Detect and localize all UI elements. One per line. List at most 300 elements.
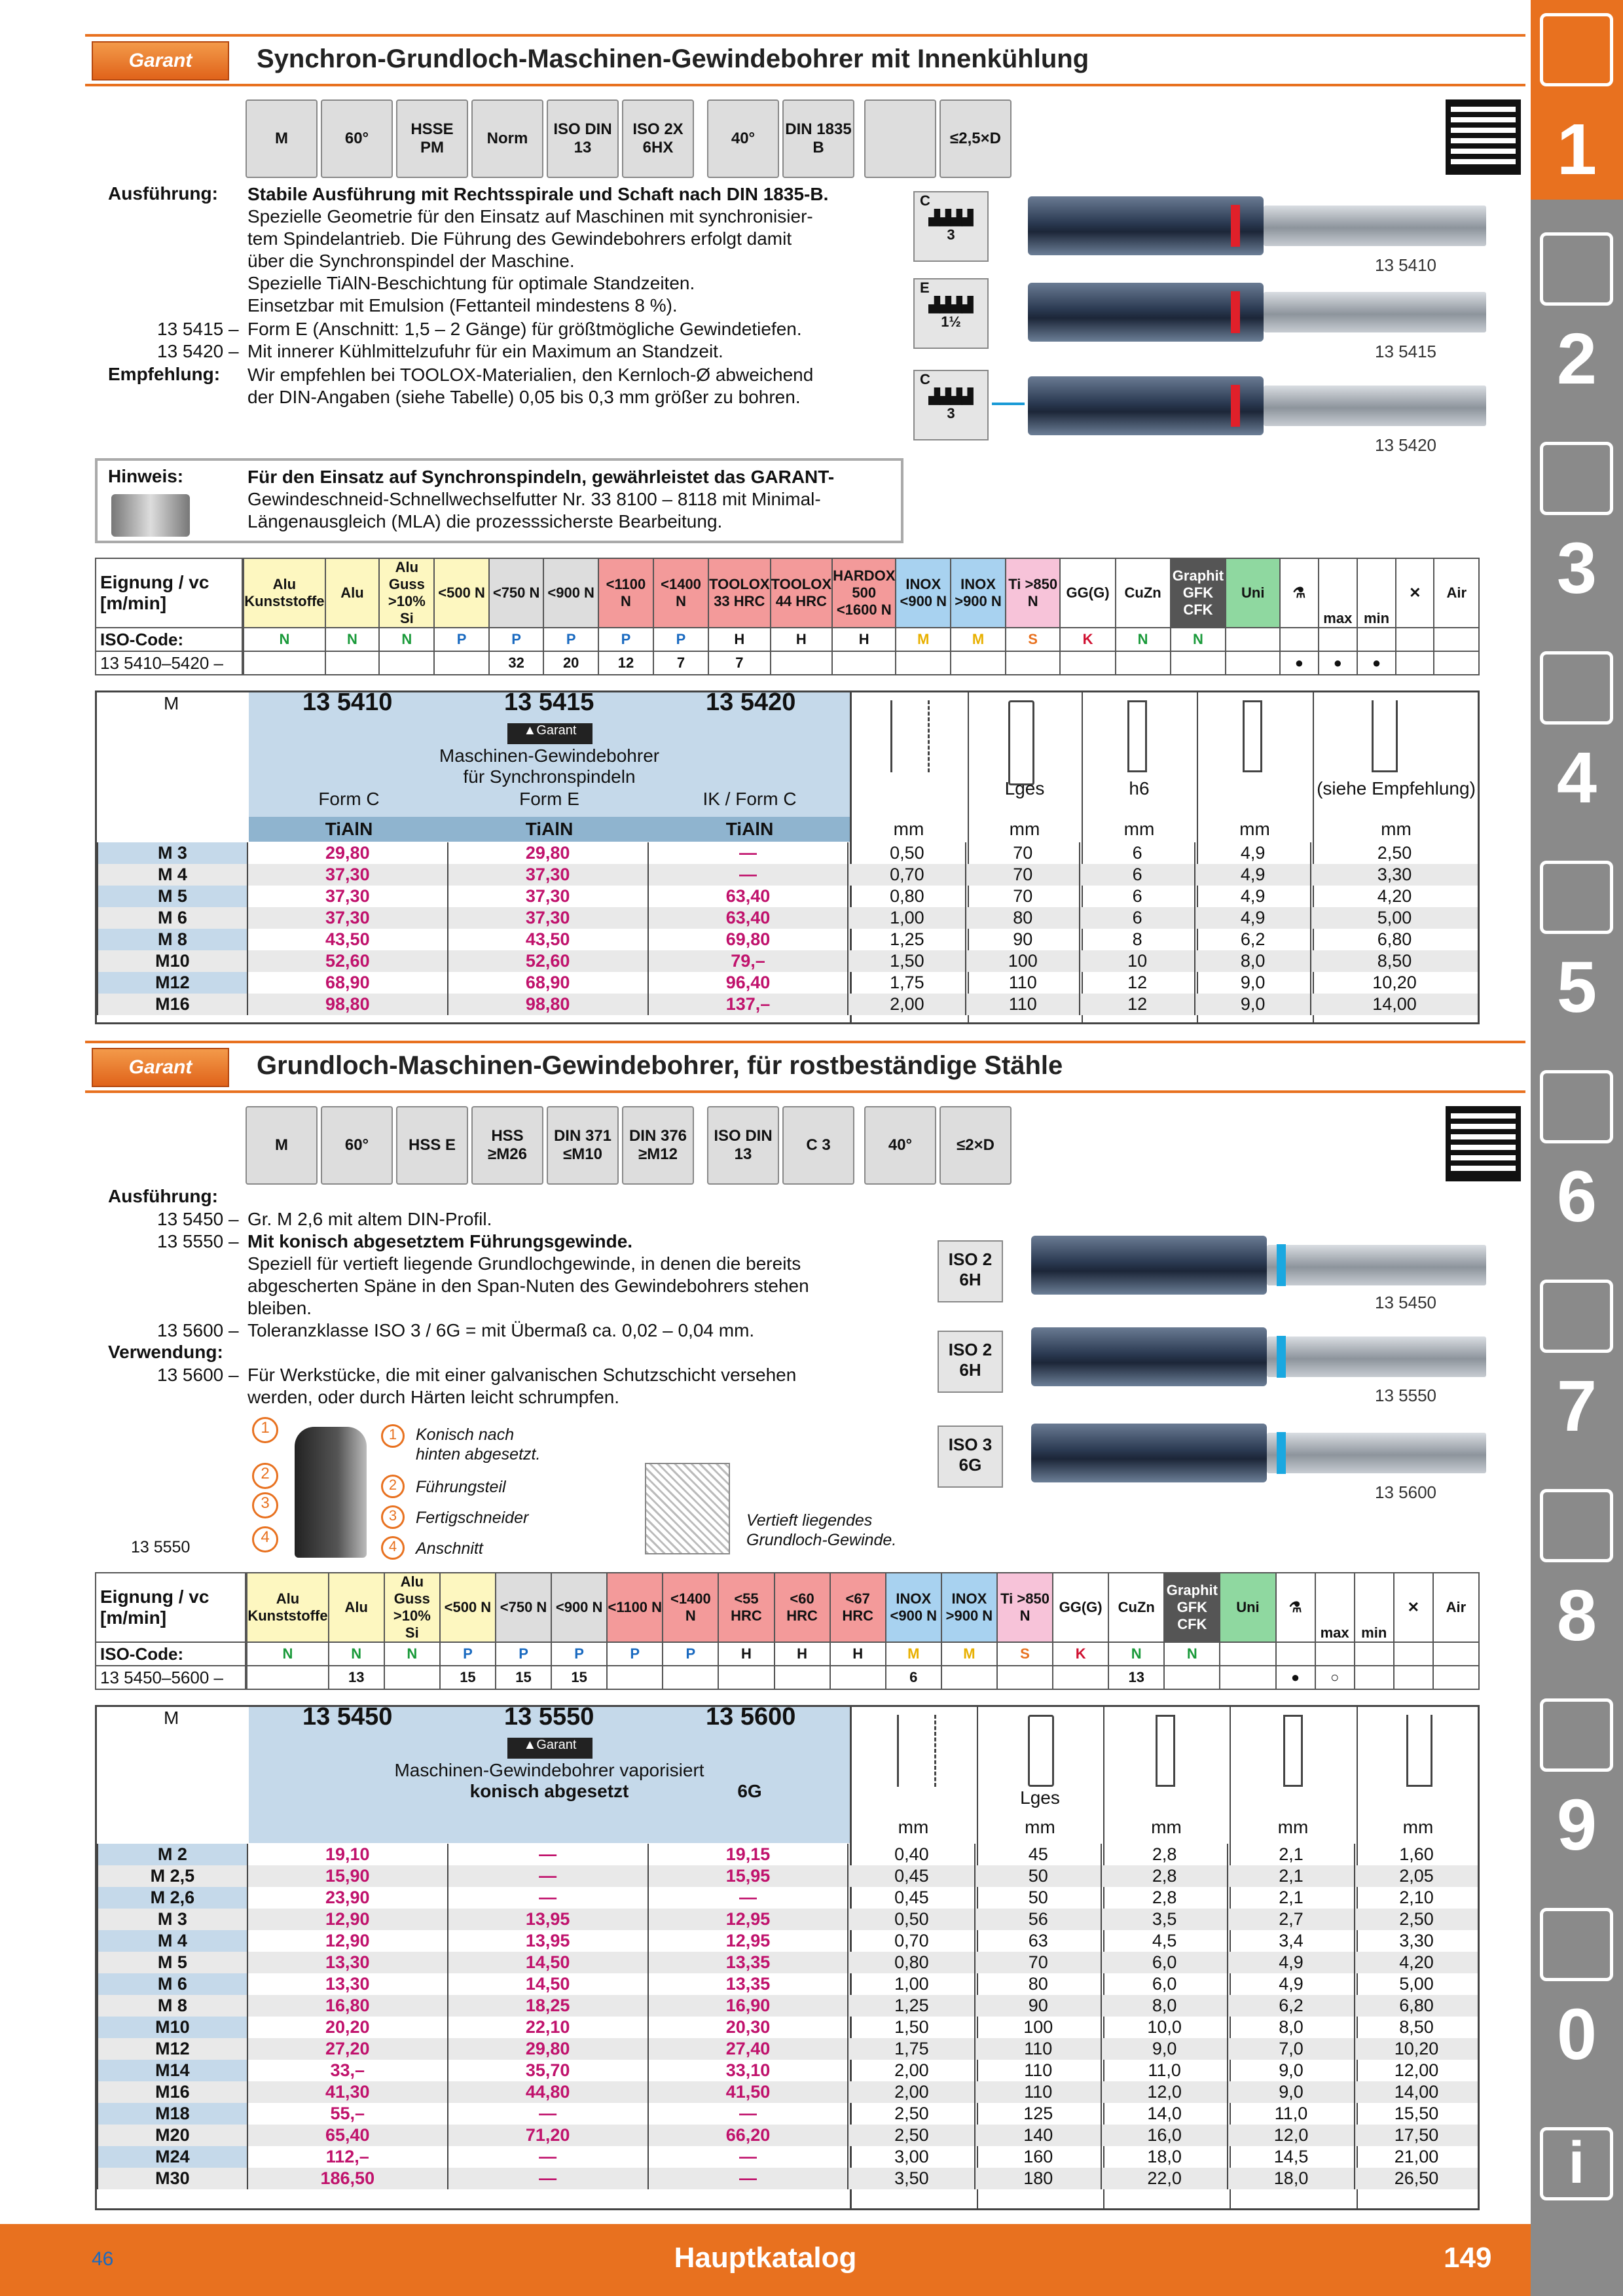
chapter-number[interactable]: 1 bbox=[1556, 109, 1597, 190]
spec-cell: 6 bbox=[1080, 842, 1195, 864]
iso-cell bbox=[1433, 1642, 1479, 1666]
tap-shank bbox=[1267, 1336, 1486, 1377]
vc-cell bbox=[1164, 1666, 1220, 1689]
unit: mm bbox=[898, 1817, 929, 1837]
spec-cell: 2,00 bbox=[848, 2060, 975, 2081]
spec-cell: 70 bbox=[966, 864, 1080, 886]
coating: TiAlN bbox=[525, 819, 574, 839]
spec-cell: 110 bbox=[975, 2081, 1101, 2103]
m-header: M bbox=[164, 1708, 179, 1728]
col-head: <900 N bbox=[551, 1573, 607, 1642]
insert-icon bbox=[1540, 232, 1613, 306]
spec-cell: 16,0 bbox=[1101, 2125, 1228, 2146]
iso-cell: P bbox=[551, 1642, 607, 1666]
chapter-number[interactable]: 8 bbox=[1556, 1575, 1597, 1656]
price-cell: 12,90 bbox=[247, 1930, 448, 1952]
col-head: <1400 N bbox=[653, 558, 708, 628]
chapter-number[interactable]: 5 bbox=[1556, 947, 1597, 1028]
unit: mm bbox=[1123, 819, 1155, 839]
thread-size: M12 bbox=[98, 972, 247, 994]
qr-code-icon[interactable] bbox=[1446, 99, 1521, 175]
table-desc: Maschinen-Gewindebohrer bbox=[439, 745, 660, 766]
article-ref: 13 5415 – bbox=[157, 319, 239, 339]
vc-cell bbox=[718, 1666, 774, 1689]
thread-size: M 8 bbox=[98, 929, 247, 950]
thread-size: M 5 bbox=[98, 886, 247, 907]
spec-cell: 2,50 bbox=[1355, 1909, 1478, 1930]
price-cell: 19,10 bbox=[247, 1844, 448, 1865]
iso-cell: N bbox=[243, 628, 325, 651]
col-head-empf: (siehe Empfehlung) bbox=[1317, 778, 1476, 798]
col-head: min bbox=[1357, 558, 1396, 628]
article-ref: 13 5600 – bbox=[157, 1320, 239, 1340]
section-rule bbox=[85, 1041, 1525, 1043]
table-row bbox=[98, 1909, 1478, 1930]
iso-class-box: ISO 2 6H bbox=[938, 1331, 1003, 1393]
pitch-icon bbox=[890, 700, 930, 772]
table-row bbox=[98, 2168, 1478, 2189]
spec-cell: 14,00 bbox=[1355, 2081, 1478, 2103]
thread-size: M18 bbox=[98, 2103, 247, 2125]
price-cell: 14,50 bbox=[448, 1952, 648, 1973]
spec-cell: 15,50 bbox=[1355, 2103, 1478, 2125]
iso-cell bbox=[1355, 1642, 1394, 1666]
iso-cell: N bbox=[325, 628, 380, 651]
price-cell: 66,20 bbox=[648, 2125, 848, 2146]
unit: mm bbox=[893, 819, 924, 839]
unit: mm bbox=[1025, 1817, 1055, 1837]
spec-cell: 0,50 bbox=[848, 842, 966, 864]
vc-cell bbox=[830, 1666, 886, 1689]
iso-label: ISO-Code: bbox=[96, 1642, 246, 1666]
iso-cell: H bbox=[775, 1642, 830, 1666]
vc-cell: 7 bbox=[708, 651, 771, 675]
table-row bbox=[98, 2060, 1478, 2081]
marker-1: 1 bbox=[252, 1417, 278, 1443]
spec-cell: 4,9 bbox=[1228, 1973, 1355, 1995]
diagram-article: 13 5550 bbox=[131, 1538, 191, 1556]
price-cell: 137,– bbox=[648, 994, 848, 1015]
price-cell: 13,30 bbox=[247, 1952, 448, 1973]
spec-cell: 7,0 bbox=[1228, 2038, 1355, 2060]
iso-cell: K bbox=[1053, 1642, 1108, 1666]
angle-60-icon: 60° bbox=[321, 1106, 393, 1185]
table-row bbox=[98, 1844, 1478, 1865]
chapter-number[interactable]: 4 bbox=[1556, 738, 1597, 818]
chapter-number[interactable]: 9 bbox=[1556, 1785, 1597, 1865]
hinweis-line: Für den Einsatz auf Synchronspindeln, gewährleistet das GARANT- bbox=[247, 467, 835, 487]
col-head: <67 HRC bbox=[830, 1573, 886, 1642]
vc-cell: ○ bbox=[1315, 1666, 1355, 1689]
vc-cell bbox=[1060, 651, 1115, 675]
price-cell: 33,10 bbox=[648, 2060, 848, 2081]
col-head: Graphit GFK CFK bbox=[1164, 1573, 1220, 1642]
vc-cell: ● bbox=[1319, 651, 1357, 675]
unit: mm bbox=[1009, 819, 1040, 839]
spec-cell: 3,50 bbox=[848, 2168, 975, 2189]
ausf-line: Speziell für vertieft liegende Grundlochgewinde, in denen die bereits bbox=[247, 1253, 801, 1274]
price-cell: 68,90 bbox=[448, 972, 648, 994]
ausfuehrung-label: Ausführung: bbox=[108, 183, 218, 204]
thread-size: M30 bbox=[98, 2168, 247, 2189]
title-rule bbox=[85, 84, 1525, 86]
price-cell: 41,30 bbox=[247, 2081, 448, 2103]
legend-item: Führungsteil bbox=[416, 1478, 506, 1496]
price-cell: 13,35 bbox=[648, 1973, 848, 1995]
iso-cell bbox=[1226, 628, 1280, 651]
table-row bbox=[98, 1930, 1478, 1952]
spec-cell: 0,80 bbox=[848, 1952, 975, 1973]
tap-image bbox=[1031, 1236, 1267, 1295]
spec-cell: 6 bbox=[1080, 864, 1195, 886]
shank-icon bbox=[1156, 1715, 1175, 1787]
dry-icon: ✕ bbox=[1396, 558, 1434, 628]
chapter-number[interactable]: 3 bbox=[1556, 528, 1597, 609]
spec-cell: 2,8 bbox=[1101, 1865, 1228, 1887]
col-head: Ti >850 N bbox=[997, 1573, 1053, 1642]
vc-cell bbox=[775, 1666, 830, 1689]
thread-size: M 4 bbox=[98, 864, 247, 886]
price-cell: 37,30 bbox=[448, 907, 648, 929]
spec-cell: 6,0 bbox=[1101, 1973, 1228, 1995]
title-rule bbox=[85, 1090, 1525, 1093]
metric-thread-icon: M bbox=[246, 1106, 318, 1185]
col-head: HARDOX 500 <1600 N bbox=[832, 558, 896, 628]
col-head: <750 N bbox=[489, 558, 544, 628]
red-ring bbox=[1231, 291, 1240, 333]
garant-mini-logo: ▲Garant bbox=[507, 1738, 593, 1759]
price-cell: 29,80 bbox=[448, 2038, 648, 2060]
vc-cell bbox=[246, 1666, 328, 1689]
price-cell: 69,80 bbox=[648, 929, 848, 950]
spec-cell: 4,9 bbox=[1195, 864, 1311, 886]
vc-cell bbox=[896, 651, 951, 675]
thread-size: M14 bbox=[98, 2060, 247, 2081]
iso-cell: N bbox=[246, 1642, 328, 1666]
thread-size: M 6 bbox=[98, 907, 247, 929]
hss-e-icon: HSS E bbox=[396, 1106, 468, 1185]
col-head-lges: Lges bbox=[1004, 778, 1045, 798]
spec-cell: 50 bbox=[975, 1887, 1101, 1909]
emulsion-icon: ⚗ bbox=[1280, 558, 1318, 628]
col-head: <55 HRC bbox=[718, 1573, 774, 1642]
thread-size: M10 bbox=[98, 2017, 247, 2038]
catalog-title: Hauptkatalog bbox=[674, 2242, 857, 2274]
tap-image bbox=[1028, 196, 1264, 255]
marker-3: 3 bbox=[381, 1505, 405, 1529]
blue-ring bbox=[1277, 1432, 1286, 1474]
iso-cell: H bbox=[718, 1642, 774, 1666]
iso-cell: K bbox=[1060, 628, 1115, 651]
length-icon bbox=[1028, 1715, 1054, 1787]
garant-logo: Garant bbox=[92, 41, 229, 81]
chapter-number[interactable]: 6 bbox=[1556, 1157, 1597, 1237]
price-cell: 41,50 bbox=[648, 2081, 848, 2103]
blue-ring bbox=[1277, 1336, 1286, 1378]
spec-cell: 12,00 bbox=[1355, 2060, 1478, 2081]
col-head: <1100 N bbox=[607, 1573, 663, 1642]
table-row bbox=[98, 2125, 1478, 2146]
suitability-table bbox=[95, 558, 1480, 675]
tool-number: 13 5450 bbox=[1375, 1293, 1436, 1312]
iso-label: ISO-Code: bbox=[96, 628, 243, 651]
price-cell: — bbox=[648, 2146, 848, 2168]
core-hole-icon bbox=[1406, 1715, 1432, 1787]
spec-cell: 9,0 bbox=[1228, 2060, 1355, 2081]
red-ring bbox=[1231, 385, 1240, 427]
table-row bbox=[98, 2081, 1478, 2103]
spec-cell: 10,0 bbox=[1101, 2017, 1228, 2038]
article-code: 13 5600 bbox=[706, 1703, 796, 1731]
iso-cell: P bbox=[489, 628, 544, 651]
depth-2-5xd-icon: ≤2,5×D bbox=[939, 99, 1012, 178]
spec-cell: 1,75 bbox=[848, 972, 966, 994]
chapter-number[interactable]: 2 bbox=[1556, 319, 1597, 399]
vc-cell: 32 bbox=[489, 651, 544, 675]
spec-cell: 1,00 bbox=[848, 1973, 975, 1995]
legend-item: Fertigschneider bbox=[416, 1509, 529, 1527]
product-table-1 bbox=[97, 842, 1478, 1015]
thread-size: M16 bbox=[98, 2081, 247, 2103]
table-row bbox=[98, 1995, 1478, 2017]
spec-cell: 4,20 bbox=[1311, 886, 1478, 907]
spec-cell: 0,45 bbox=[848, 1865, 975, 1887]
spec-cell: 4,20 bbox=[1355, 1952, 1478, 1973]
hss-m26-icon: HSS ≥M26 bbox=[471, 1106, 543, 1185]
vc-cell bbox=[997, 1666, 1053, 1689]
spec-cell: 2,1 bbox=[1228, 1844, 1355, 1865]
tap-image bbox=[1031, 1327, 1267, 1386]
spec-cell: 6,0 bbox=[1101, 1952, 1228, 1973]
thread-size: M 3 bbox=[98, 1909, 247, 1930]
spec-cell: 90 bbox=[966, 929, 1080, 950]
spec-cell: 110 bbox=[975, 2038, 1101, 2060]
spec-cell: 10,20 bbox=[1355, 2038, 1478, 2060]
form-c-box: C ▟▟▟▟ 3 bbox=[913, 370, 989, 440]
spec-cell: 1,50 bbox=[848, 2017, 975, 2038]
wrench-icon bbox=[1540, 1070, 1613, 1143]
chuck-image bbox=[111, 494, 190, 537]
col-head: max bbox=[1319, 558, 1357, 628]
drill-icon bbox=[1540, 13, 1613, 86]
row-label: 13 5450–5600 – bbox=[96, 1666, 246, 1689]
vc-cell bbox=[1226, 651, 1280, 675]
vc-cell bbox=[325, 651, 380, 675]
table-desc: Maschinen-Gewindebohrer vaporisiert bbox=[394, 1760, 704, 1780]
article-code: 13 5450 bbox=[302, 1703, 393, 1731]
thread-size: M10 bbox=[98, 950, 247, 972]
spec-cell: 9,0 bbox=[1228, 2081, 1355, 2103]
thread-size: M 5 bbox=[98, 1952, 247, 1973]
article-code: 13 5415 bbox=[504, 689, 594, 716]
iso-cell: S bbox=[997, 1642, 1053, 1666]
price-cell: — bbox=[448, 1844, 648, 1865]
price-cell: 63,40 bbox=[648, 907, 848, 929]
spec-cell: 14,5 bbox=[1228, 2146, 1355, 2168]
spec-cell: 0,40 bbox=[848, 1844, 975, 1865]
spec-cell: 6,80 bbox=[1355, 1995, 1478, 2017]
top-rule bbox=[85, 34, 1525, 37]
table-row bbox=[98, 1973, 1478, 1995]
vc-cell: 15 bbox=[440, 1666, 496, 1689]
price-cell: 63,40 bbox=[648, 886, 848, 907]
legend-item: Anschnitt bbox=[416, 1539, 483, 1558]
col-head: GG(G) bbox=[1060, 558, 1115, 628]
chapter-number[interactable]: 7 bbox=[1556, 1366, 1597, 1446]
ausf-line: Toleranzklasse ISO 3 / 6G = mit Übermaß ca. 0,02 – 0,04 mm. bbox=[247, 1320, 755, 1340]
m-header: M bbox=[164, 693, 179, 713]
price-cell: 33,– bbox=[247, 2060, 448, 2081]
saw-blade-icon bbox=[1540, 861, 1613, 934]
spec-cell: 18,0 bbox=[1228, 2168, 1355, 2189]
diagram-note: Vertieft liegendes Grundloch-Gewinde. bbox=[746, 1511, 897, 1549]
spec-cell: 8,50 bbox=[1311, 950, 1478, 972]
iso-cell: P bbox=[434, 628, 489, 651]
chapter-number[interactable]: 0 bbox=[1556, 1994, 1597, 2075]
table-row bbox=[98, 994, 1478, 1015]
col-head: Uni bbox=[1226, 558, 1280, 628]
col-head: <60 HRC bbox=[775, 1573, 830, 1642]
vc-cell bbox=[1053, 1666, 1108, 1689]
spec-cell: 11,0 bbox=[1228, 2103, 1355, 2125]
price-cell: — bbox=[648, 864, 848, 886]
spec-cell: 8,50 bbox=[1355, 2017, 1478, 2038]
coolant-icon bbox=[864, 99, 936, 178]
vc-cell bbox=[1116, 651, 1171, 675]
iso-cell: N bbox=[379, 628, 434, 651]
din-1835b-icon: DIN 1835 B bbox=[782, 99, 854, 178]
ausf-line: Mit konisch abgesetztem Führungsgewinde. bbox=[247, 1231, 633, 1251]
iso-cell bbox=[1396, 628, 1434, 651]
iso-cell: M bbox=[886, 1642, 941, 1666]
blind-hole-diagram bbox=[645, 1463, 730, 1554]
price-cell: — bbox=[448, 1887, 648, 1909]
col-head: <1100 N bbox=[598, 558, 653, 628]
spec-cell: 2,1 bbox=[1228, 1865, 1355, 1887]
price-cell: 18,25 bbox=[448, 1995, 648, 2017]
col-head: Uni bbox=[1220, 1573, 1275, 1642]
col-head: max bbox=[1315, 1573, 1355, 1642]
eignung-header: Eignung / vc [m/min] bbox=[96, 558, 243, 628]
price-cell: 15,90 bbox=[247, 1865, 448, 1887]
product-table-2 bbox=[97, 1844, 1478, 2189]
thread-size: M 2,6 bbox=[98, 1887, 247, 1909]
iso-cell: H bbox=[832, 628, 896, 651]
vc-cell bbox=[1006, 651, 1061, 675]
table-row bbox=[98, 2017, 1478, 2038]
coating: TiAlN bbox=[325, 819, 373, 839]
vc-cell bbox=[607, 1666, 663, 1689]
form-header: Form C bbox=[318, 789, 380, 809]
spec-cell: 50 bbox=[975, 1865, 1101, 1887]
square-icon bbox=[1243, 700, 1262, 772]
thread-size: M 2,5 bbox=[98, 1865, 247, 1887]
tap-detail-image bbox=[295, 1427, 367, 1558]
section-title: Grundloch-Maschinen-Gewindebohrer, für rostbeständige Stähle bbox=[257, 1051, 1063, 1080]
vc-cell bbox=[1434, 651, 1479, 675]
price-cell: 43,50 bbox=[448, 929, 648, 950]
col-head: CuZn bbox=[1116, 558, 1171, 628]
price-cell: 55,– bbox=[247, 2103, 448, 2125]
iso-cell: P bbox=[440, 1642, 496, 1666]
spec-cell: 21,00 bbox=[1355, 2146, 1478, 2168]
iso-cell: M bbox=[896, 628, 951, 651]
price-cell: 37,30 bbox=[247, 864, 448, 886]
tap-image bbox=[1031, 1424, 1267, 1482]
col-head-lges: Lges bbox=[1020, 1787, 1060, 1808]
col-head: Air bbox=[1433, 1573, 1479, 1642]
eignung-header: Eignung / vc [m/min] bbox=[96, 1573, 246, 1642]
vc-cell bbox=[832, 651, 896, 675]
spec-cell: 2,1 bbox=[1228, 1887, 1355, 1909]
price-cell: 12,95 bbox=[648, 1909, 848, 1930]
article-code: 13 5420 bbox=[706, 689, 796, 716]
col-head: CuZn bbox=[1108, 1573, 1164, 1642]
spec-cell: 6,2 bbox=[1195, 929, 1311, 950]
tap-shank bbox=[1264, 292, 1486, 332]
col-head: Graphit GFK CFK bbox=[1171, 558, 1226, 628]
spec-cell: 3,5 bbox=[1101, 1909, 1228, 1930]
spec-cell: 70 bbox=[966, 886, 1080, 907]
spec-cell: 3,00 bbox=[848, 2146, 975, 2168]
spec-cell: 5,00 bbox=[1355, 1973, 1478, 1995]
vc-cell bbox=[1355, 1666, 1394, 1689]
price-cell: 14,50 bbox=[448, 1973, 648, 1995]
hinweis-label: Hinweis: bbox=[108, 466, 184, 486]
article-ref: 13 5450 – bbox=[157, 1209, 239, 1229]
price-cell: 20,20 bbox=[247, 2017, 448, 2038]
price-cell: 13,95 bbox=[448, 1909, 648, 1930]
spec-cell: 14,00 bbox=[1311, 994, 1478, 1015]
price-cell: 71,20 bbox=[448, 2125, 648, 2146]
col-head: Air bbox=[1434, 558, 1479, 628]
form-c-icon: C 3 bbox=[782, 1106, 854, 1185]
ausf-line: Einsetzbar mit Emulsion (Fettanteil mindestens 8 %). bbox=[247, 295, 678, 315]
price-cell: 29,80 bbox=[247, 842, 448, 864]
price-cell: 68,90 bbox=[247, 972, 448, 994]
price-cell: 37,30 bbox=[448, 864, 648, 886]
vc-cell: 13 bbox=[329, 1666, 384, 1689]
spec-cell: 22,0 bbox=[1101, 2168, 1228, 2189]
price-cell: 186,50 bbox=[247, 2168, 448, 2189]
spec-cell: 8,0 bbox=[1228, 2017, 1355, 2038]
spec-cell: 2,05 bbox=[1355, 1865, 1478, 1887]
iso-cell bbox=[1280, 628, 1318, 651]
qr-code-icon[interactable] bbox=[1446, 1106, 1521, 1181]
col-head: <750 N bbox=[496, 1573, 551, 1642]
table-row bbox=[98, 886, 1478, 907]
spec-cell: 1,00 bbox=[848, 907, 966, 929]
vc-cell: ● bbox=[1280, 651, 1318, 675]
spec-cell: 18,0 bbox=[1101, 2146, 1228, 2168]
col-head: <1400 N bbox=[663, 1573, 718, 1642]
tool-number: 13 5600 bbox=[1375, 1482, 1436, 1502]
vc-cell: 15 bbox=[496, 1666, 551, 1689]
ausf-line: Gr. M 2,6 mit altem DIN-Profil. bbox=[247, 1209, 492, 1229]
spec-cell: 9,0 bbox=[1195, 972, 1311, 994]
price-cell: 13,35 bbox=[648, 1952, 848, 1973]
spec-cell: 8 bbox=[1080, 929, 1195, 950]
vc-cell bbox=[941, 1666, 997, 1689]
price-cell: 98,80 bbox=[448, 994, 648, 1015]
row-label: 13 5410–5420 – bbox=[96, 651, 243, 675]
spec-cell: 90 bbox=[975, 1995, 1101, 2017]
info-icon[interactable]: i bbox=[1540, 2127, 1613, 2200]
tap-shank bbox=[1264, 206, 1486, 246]
iso-cell: P bbox=[496, 1642, 551, 1666]
col-head: <500 N bbox=[440, 1573, 496, 1642]
vc-cell bbox=[1220, 1666, 1275, 1689]
